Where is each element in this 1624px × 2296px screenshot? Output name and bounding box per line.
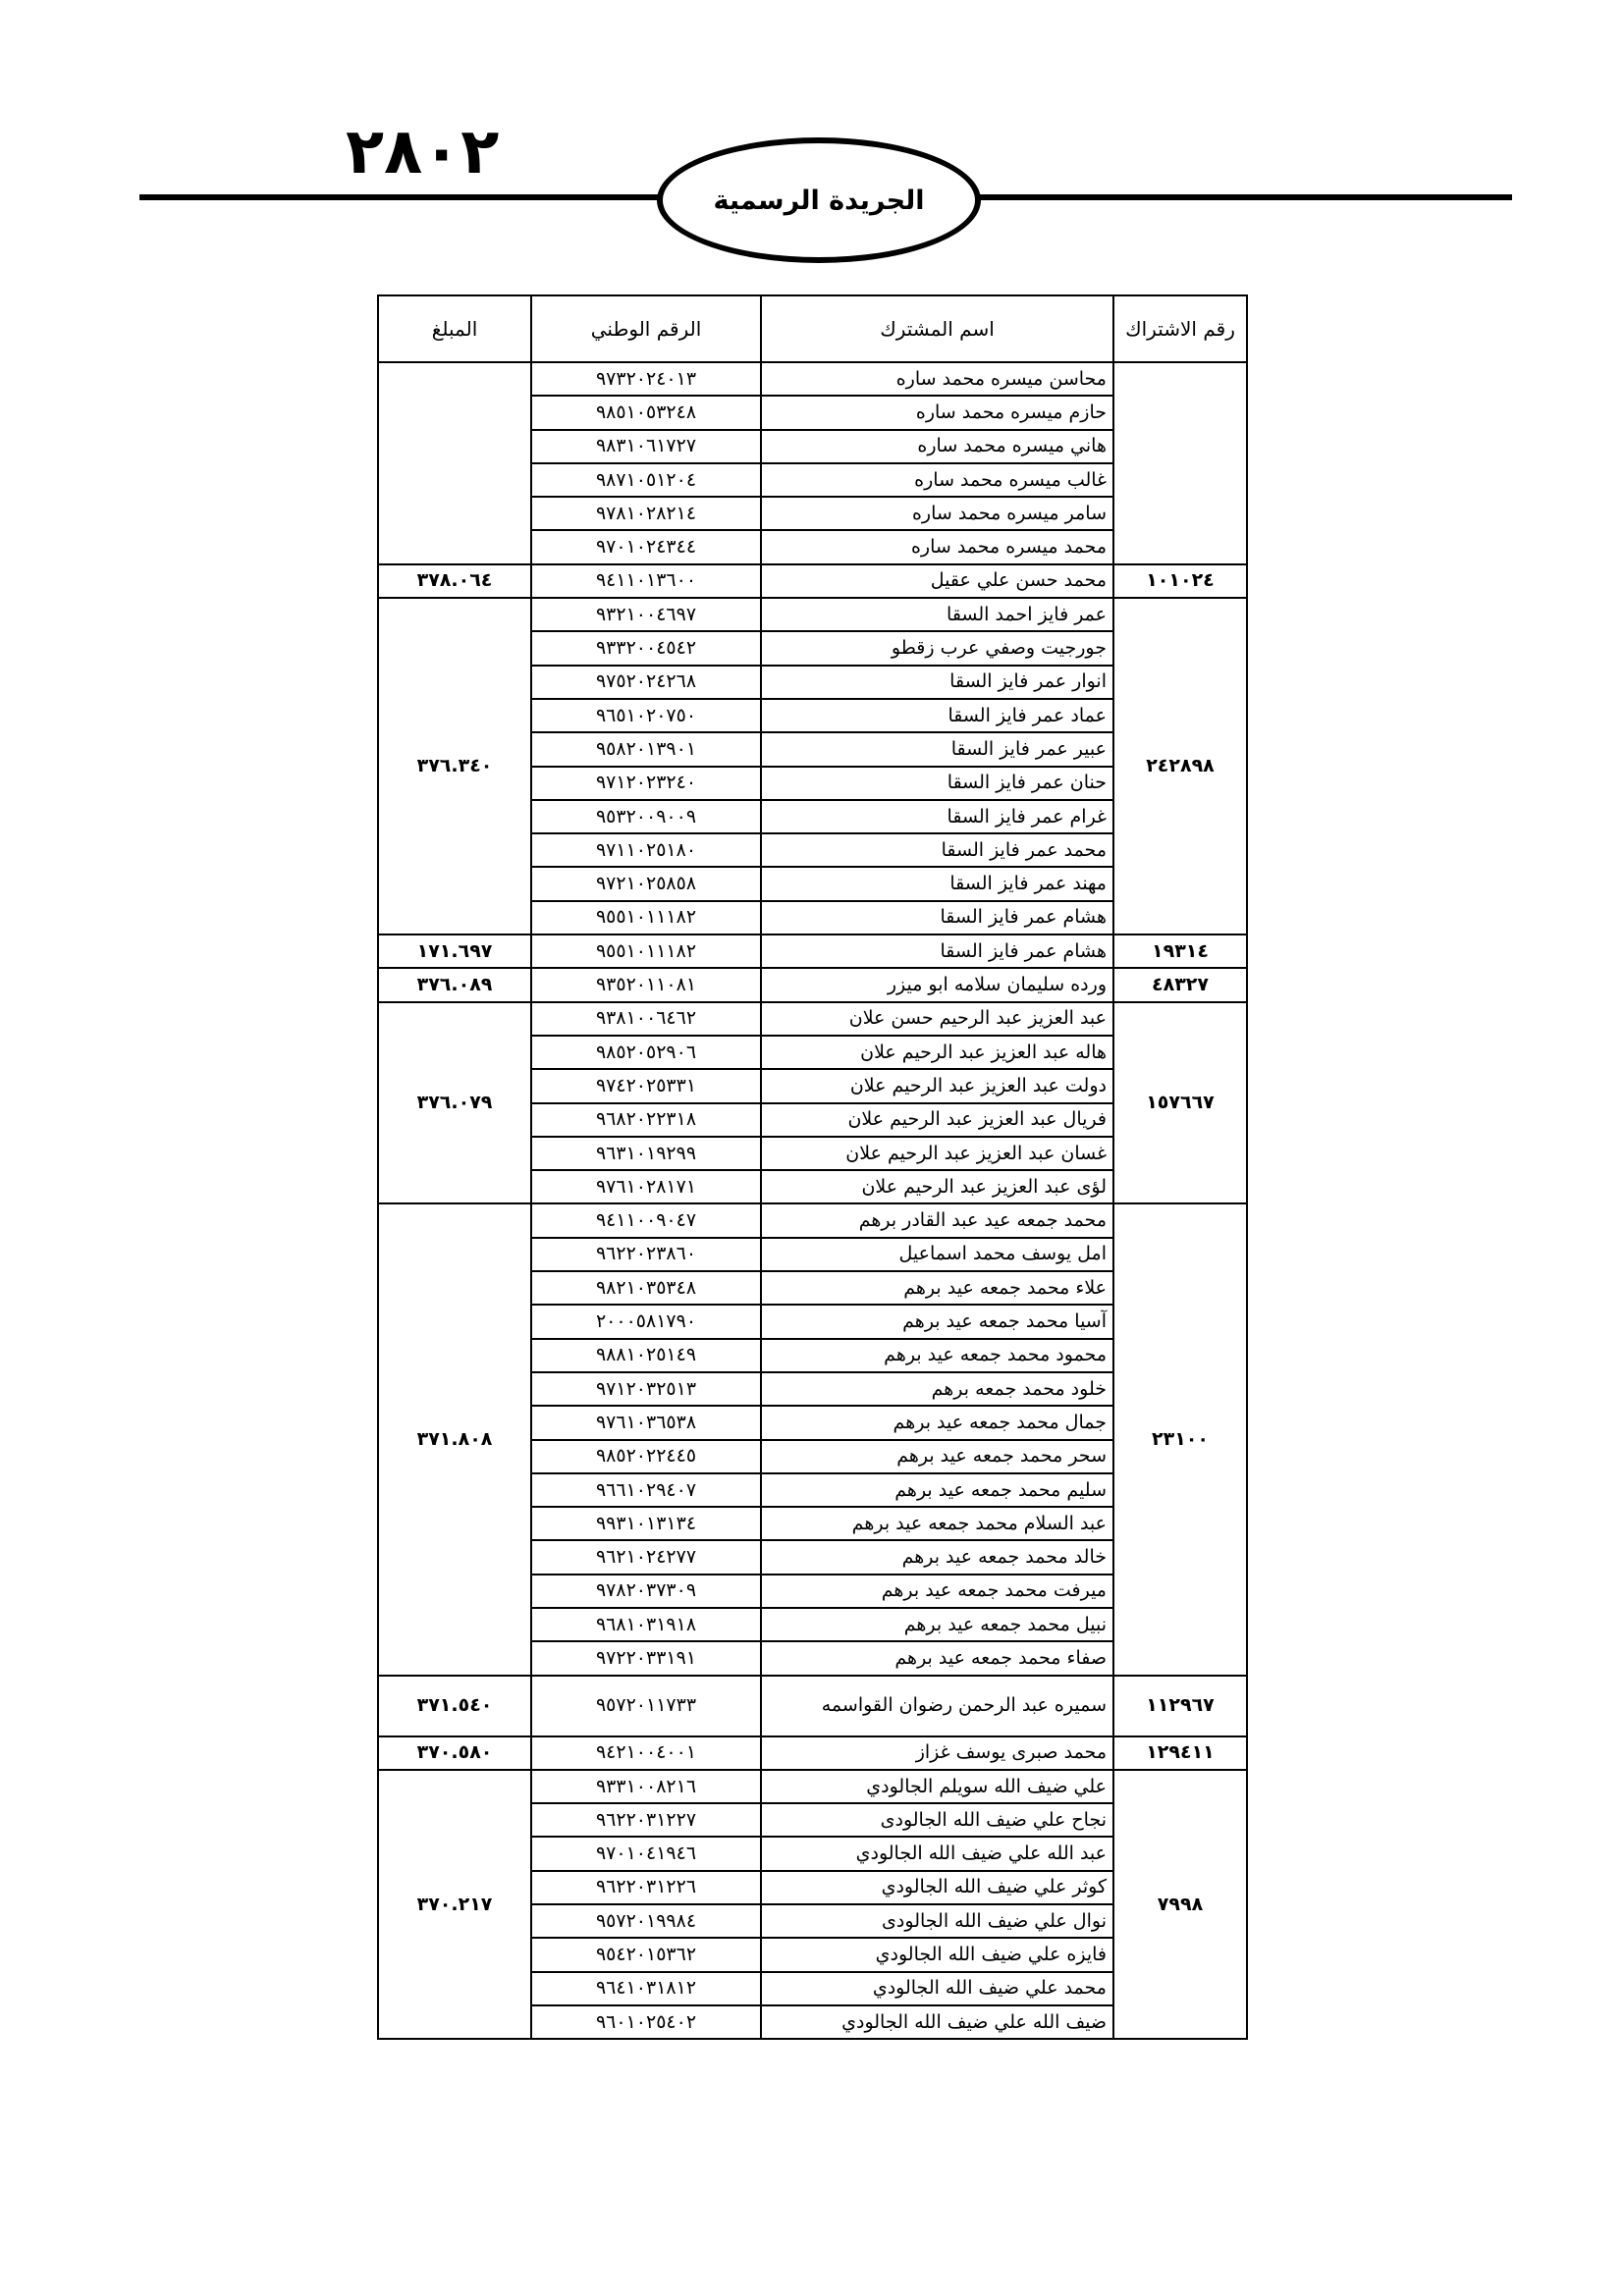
national-id-cell: ٩٥٧٢٠١٩٩٨٤ (531, 1904, 761, 1938)
national-id-cell: ٩٧٦١٠٢٨١٧١ (531, 1170, 761, 1203)
subscriber-name-cell: جورجيت وصفي عرب زقطو (761, 631, 1113, 665)
national-id-cell: ٩٧٨١٠٢٨٢١٤ (531, 497, 761, 530)
subscriber-name-cell: عبد العزيز عبد الرحيم حسن علان (761, 1002, 1113, 1036)
subscription-number-cell: ١٢٩٤١١ (1113, 1736, 1247, 1770)
subscriber-name-cell: محاسن ميسره محمد ساره (761, 362, 1113, 396)
table-header-row (378, 295, 1247, 362)
subscriber-name-cell: دولت عبد العزيز عبد الرحيم علان (761, 1069, 1113, 1102)
amount-cell: ٣٧٨.٠٦٤ (378, 564, 531, 598)
subscriber-name-cell: فريال عبد العزيز عبد الرحيم علان (761, 1103, 1113, 1137)
subscriber-name-cell: خلود محمد جمعه برهم (761, 1372, 1113, 1406)
subscription-number-cell: ٤٨٣٢٧ (1113, 968, 1247, 1001)
header-national-id: الرقم الوطني (531, 295, 761, 362)
subscriber-name-cell: عبد السلام محمد جمعه عيد برهم (761, 1507, 1113, 1540)
national-id-cell: ٩٣٣١٠٠٨٢١٦ (531, 1770, 761, 1803)
amount-cell: ٣٧٠.٢١٧ (378, 1770, 531, 2039)
national-id-cell: ٩٦٦١٠٢٩٤٠٧ (531, 1473, 761, 1507)
national-id-cell: ٩٥٣٢٠٠٩٠٠٩ (531, 800, 761, 833)
subscriber-name-cell: عبد الله علي ضيف الله الجالودي (761, 1837, 1113, 1870)
subscriber-name-cell: حنان عمر فايز السقا (761, 767, 1113, 800)
subscriber-name-cell: سليم محمد جمعه عيد برهم (761, 1473, 1113, 1507)
table-row (378, 1770, 1247, 1803)
national-id-cell: ٩٧٢١٠٢٥٨٥٨ (531, 867, 761, 900)
subscriber-name-cell: ورده سليمان سلامه ابو ميزر (761, 968, 1113, 1001)
subscriber-name-cell: غسان عبد العزيز عبد الرحيم علان (761, 1137, 1113, 1170)
subscription-number-cell: ٢٣١٠٠ (1113, 1203, 1247, 1675)
national-id-cell: ٩٥٨٢٠١٣٩٠١ (531, 732, 761, 766)
gazette-title: الجريدة الرسمية (713, 185, 925, 216)
national-id-cell: ٩٦٢٢٠٢٣٨٦٠ (531, 1238, 761, 1271)
subscriber-name-cell: صفاء محمد جمعه عيد برهم (761, 1641, 1113, 1675)
subscriber-name-cell: محمد جمعه عيد عبد القادر برهم (761, 1203, 1113, 1237)
amount-cell (378, 362, 531, 564)
subscriber-name-cell: محمد صبرى يوسف غزاز (761, 1736, 1113, 1770)
national-id-cell: ٩٧٢٢٠٣٣١٩١ (531, 1641, 761, 1675)
national-id-cell: ٩٧١٢٠٣٢٥١٣ (531, 1372, 761, 1406)
subscriber-name-cell: فايزه علي ضيف الله الجالودي (761, 1938, 1113, 1971)
subscriber-name-cell: علي ضيف الله سويلم الجالودي (761, 1770, 1113, 1803)
subscriber-name-cell: انوار عمر فايز السقا (761, 666, 1113, 699)
national-id-cell: ٩٨٣١٠٦١٧٢٧ (531, 430, 761, 463)
table-row (378, 1676, 1247, 1736)
subscriber-name-cell: علاء محمد جمعه عيد برهم (761, 1271, 1113, 1305)
national-id-cell: ٩٨٢١٠٣٥٣٤٨ (531, 1271, 761, 1305)
subscription-number-cell (1113, 362, 1247, 564)
national-id-cell: ٩٧٥٢٠٢٤٢٦٨ (531, 666, 761, 699)
subscriber-name-cell: محمد عمر فايز السقا (761, 833, 1113, 867)
subscriber-name-cell: سحر محمد جمعه عيد برهم (761, 1440, 1113, 1473)
subscriber-name-cell: محمد علي ضيف الله الجالودي (761, 1972, 1113, 2005)
subscriber-name-cell: نوال علي ضيف الله الجالودى (761, 1904, 1113, 1938)
header-name: اسم المشترك (761, 295, 1113, 362)
amount-cell: ٣٧١.٥٤٠ (378, 1676, 531, 1736)
national-id-cell: ٩٣٨١٠٠٦٤٦٢ (531, 1002, 761, 1036)
page-number: ٢٨٠٢ (346, 116, 500, 188)
national-id-cell: ٩٣٣٢٠٠٤٥٤٢ (531, 631, 761, 665)
subscriber-name-cell: حازم ميسره محمد ساره (761, 396, 1113, 429)
subscriber-name-cell: آسيا محمد جمعه عيد برهم (761, 1305, 1113, 1338)
subscriber-name-cell: هشام عمر فايز السقا (761, 901, 1113, 934)
amount-cell: ٣٧٦.٠٨٩ (378, 968, 531, 1001)
national-id-cell: ٩٩٣١٠١٣١٣٤ (531, 1507, 761, 1540)
national-id-cell: ٩٧٣٢٠٢٤٠١٣ (531, 362, 761, 396)
header-subscription: رقم الاشتراك (1113, 295, 1247, 362)
subscriber-name-cell: غالب ميسره محمد ساره (761, 463, 1113, 497)
national-id-cell: ٩٥٥١٠١١١٨٢ (531, 901, 761, 934)
subscriber-name-cell: هاني ميسره محمد ساره (761, 430, 1113, 463)
table-row (378, 1736, 1247, 1770)
subscriber-name-cell: سميره عبد الرحمن رضوان القواسمه (761, 1676, 1113, 1736)
table-row (378, 968, 1247, 1001)
national-id-cell: ٩٦٢٢٠٣١٢٢٧ (531, 1803, 761, 1837)
national-id-cell: ٩٥٥١٠١١١٨٢ (531, 934, 761, 968)
amount-cell: ٣٧٦.٣٤٠ (378, 598, 531, 934)
subscriber-name-cell: ميرفت محمد جمعه عيد برهم (761, 1575, 1113, 1608)
national-id-cell: ٩٧١٢٠٢٣٢٤٠ (531, 767, 761, 800)
national-id-cell: ٩٧٠١٠٤١٩٤٦ (531, 1837, 761, 1870)
subscriber-name-cell: ضيف الله علي ضيف الله الجالودي (761, 2005, 1113, 2039)
subscriber-name-cell: لؤى عبد العزيز عبد الرحيم علان (761, 1170, 1113, 1203)
national-id-cell: ٩٧١١٠٢٥١٨٠ (531, 833, 761, 867)
national-id-cell: ٩٨٧١٠٥١٢٠٤ (531, 463, 761, 497)
national-id-cell: ٩٥٧٢٠١١٧٣٣ (531, 1676, 761, 1736)
national-id-cell: ٩٨٥١٠٥٣٢٤٨ (531, 396, 761, 429)
table-row (378, 362, 1247, 396)
subscriber-name-cell: نبيل محمد جمعه عيد برهم (761, 1608, 1113, 1641)
national-id-cell: ٩٧٤٢٠٢٥٣٣١ (531, 1069, 761, 1102)
national-id-cell: ٩٦٠١٠٢٥٤٠٢ (531, 2005, 761, 2039)
subscription-number-cell: ١١٢٩٦٧ (1113, 1676, 1247, 1736)
subscriber-name-cell: مهند عمر فايز السقا (761, 867, 1113, 900)
national-id-cell: ٩٣٢١٠٠٤٦٩٧ (531, 598, 761, 631)
subscription-number-cell: ١٥٧٦٦٧ (1113, 1002, 1247, 1204)
subscriber-name-cell: امل يوسف محمد اسماعيل (761, 1238, 1113, 1271)
subscriber-name-cell: كوثر علي ضيف الله الجالودي (761, 1871, 1113, 1904)
subscriber-name-cell: هشام عمر فايز السقا (761, 934, 1113, 968)
national-id-cell: ٩٤٢١٠٠٤٠٠١ (531, 1736, 761, 1770)
table-body (378, 362, 1247, 2039)
subscriber-name-cell: محمد ميسره محمد ساره (761, 530, 1113, 563)
amount-cell: ١٧١.٦٩٧ (378, 934, 531, 968)
amount-cell: ٣٧٠.٥٨٠ (378, 1736, 531, 1770)
table-row (378, 1002, 1247, 1036)
national-id-cell: ٩٨٨١٠٢٥١٤٩ (531, 1339, 761, 1372)
subscription-number-cell: ٧٩٩٨ (1113, 1770, 1247, 2039)
national-id-cell: ٩٨٥٢٠٥٢٩٠٦ (531, 1036, 761, 1069)
amount-cell: ٣٧١.٨٠٨ (378, 1203, 531, 1675)
national-id-cell: ٢٠٠٠٥٨١٧٩٠ (531, 1305, 761, 1338)
subscription-number-cell: ١٩٣١٤ (1113, 934, 1247, 968)
subscriber-name-cell: محمود محمد جمعه عيد برهم (761, 1339, 1113, 1372)
national-id-cell: ٩٦٥١٠٢٠٧٥٠ (531, 699, 761, 732)
table-row (378, 598, 1247, 631)
national-id-cell: ٩٦٢٢٠٣١٢٢٦ (531, 1871, 761, 1904)
national-id-cell: ٩٣٥٢٠١١٠٨١ (531, 968, 761, 1001)
subscriber-name-cell: عمر فايز احمد السقا (761, 598, 1113, 631)
subscription-number-cell: ١٠١٠٢٤ (1113, 564, 1247, 598)
amount-cell: ٣٧٦.٠٧٩ (378, 1002, 531, 1204)
national-id-cell: ٩٨٥٢٠٢٢٤٤٥ (531, 1440, 761, 1473)
national-id-cell: ٩٦٨١٠٣١٩١٨ (531, 1608, 761, 1641)
subscribers-table (377, 294, 1248, 2040)
subscription-number-cell: ٢٤٢٨٩٨ (1113, 598, 1247, 934)
header-amount: المبلغ (378, 295, 531, 362)
subscriber-name-cell: نجاح علي ضيف الله الجالودى (761, 1803, 1113, 1837)
national-id-cell: ٩٦٤١٠٣١٨١٢ (531, 1972, 761, 2005)
national-id-cell: ٩٧٨٢٠٣٧٣٠٩ (531, 1575, 761, 1608)
table-row (378, 564, 1247, 598)
national-id-cell: ٩٤١١٠٠٩٠٤٧ (531, 1203, 761, 1237)
gazette-title-oval (657, 137, 981, 263)
national-id-cell: ٩٦٣١٠١٩٢٩٩ (531, 1137, 761, 1170)
national-id-cell: ٩٤١١٠١٣٦٠٠ (531, 564, 761, 598)
subscriber-name-cell: هاله عبد العزيز عبد الرحيم علان (761, 1036, 1113, 1069)
national-id-cell: ٩٧٦١٠٣٦٥٣٨ (531, 1406, 761, 1439)
subscriber-name-cell: غرام عمر فايز السقا (761, 800, 1113, 833)
national-id-cell: ٩٥٤٢٠١٥٣٦٢ (531, 1938, 761, 1971)
subscriber-name-cell: سامر ميسره محمد ساره (761, 497, 1113, 530)
subscriber-name-cell: عبير عمر فايز السقا (761, 732, 1113, 766)
subscriber-name-cell: عماد عمر فايز السقا (761, 699, 1113, 732)
table-row (378, 1203, 1247, 1237)
subscriber-name-cell: خالد محمد جمعه عيد برهم (761, 1540, 1113, 1574)
national-id-cell: ٩٦٢١٠٢٤٢٧٧ (531, 1540, 761, 1574)
national-id-cell: ٩٦٨٢٠٢٢٣١٨ (531, 1103, 761, 1137)
subscriber-name-cell: جمال محمد جمعه عيد برهم (761, 1406, 1113, 1439)
subscriber-name-cell: محمد حسن علي عقيل (761, 564, 1113, 598)
table-row (378, 934, 1247, 968)
national-id-cell: ٩٧٠١٠٢٤٣٤٤ (531, 530, 761, 563)
